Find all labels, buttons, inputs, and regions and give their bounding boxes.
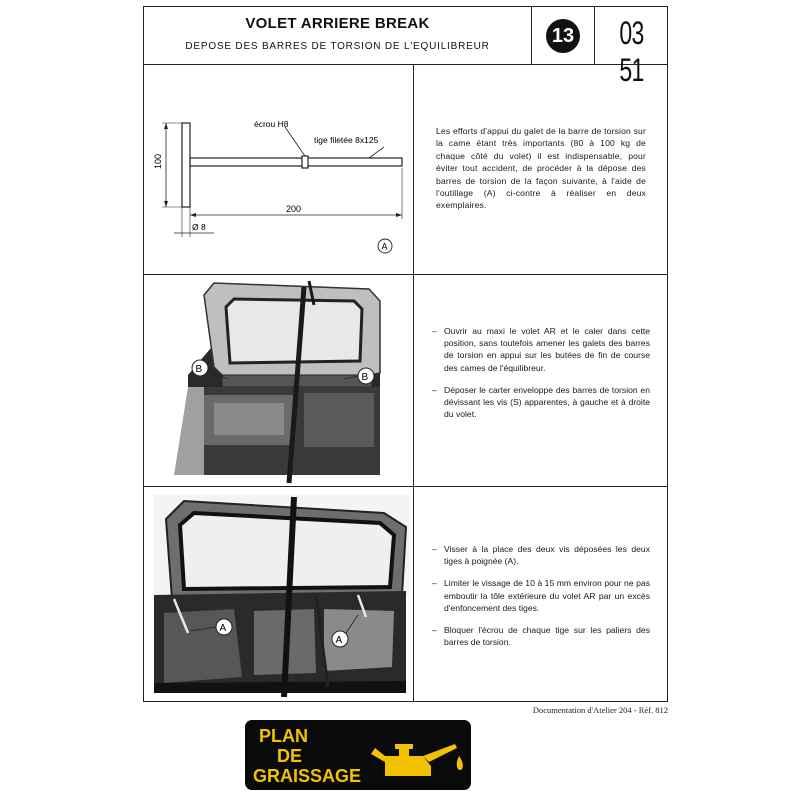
- sheet-header: [144, 7, 667, 88]
- length-dimension: 200: [286, 204, 302, 214]
- photo-open-tailgate: [144, 275, 412, 485]
- doc-number-area: [594, 7, 668, 88]
- photo1-marker-left: B: [195, 364, 203, 375]
- nut: [302, 156, 308, 168]
- height-dimension: 100: [153, 153, 163, 169]
- diameter-dimension: Ø 8: [192, 222, 206, 232]
- step2-text-cell: [414, 487, 667, 701]
- step2-bullet-3: – Bloquer l'écrou de chaque tige sur les paliers des barres de torsion.: [432, 624, 650, 648]
- workshop-sheet: [143, 6, 668, 702]
- step2-bullets: [432, 543, 650, 658]
- step2-bullet-2: – Limiter le vissage de 10 à 15 mm environ pour ne pas emboutir la tôle extérieure du volet AR par un excès d'enfoncement des tiges.: [432, 577, 650, 614]
- footer-reference: Documentation d'Atelier 204 - Réf. 812: [532, 705, 668, 715]
- chapter-badge: 13: [546, 19, 580, 53]
- doc-number: 03 51: [619, 15, 644, 88]
- nut-label: écrou H8: [254, 119, 289, 129]
- tool-diagram-cell: [144, 65, 414, 274]
- tool-handle: [182, 123, 190, 207]
- step1-bullets: [432, 325, 650, 430]
- logo-line-2: DE: [277, 746, 303, 766]
- rod-label: tige filetée 8x125: [314, 135, 379, 145]
- section-tool: [144, 65, 667, 275]
- section-step1: [144, 275, 667, 487]
- tool-marker: A: [381, 241, 388, 252]
- step1-bullet-2: – Déposer le carter enveloppe des barres de torsion en dévissant les vis (S) apparentes, à gauche et à droite du volet.: [432, 384, 650, 421]
- logo-line-3: GRAISSAGE: [253, 766, 362, 786]
- step1-bullet-1: – Ouvrir au maxi le volet AR et le caler dans cette position, sans toutefois amener les galets des barres de torsion en appui sur les butées de fin de course des cames de l'équilibreur.: [432, 325, 650, 374]
- section-step2: [144, 487, 667, 701]
- logo-line-1: PLAN: [259, 726, 308, 746]
- photo2-marker-left: A: [219, 623, 227, 634]
- photo-cell-2: [144, 487, 414, 701]
- photo-rods-installed: [144, 487, 412, 699]
- plan-de-graissage-logo[interactable]: [245, 720, 471, 790]
- oil-can-icon: [367, 726, 467, 786]
- page-subtitle: DEPOSE DES BARRES DE TORSION DE L'EQUILIBREUR: [185, 41, 490, 52]
- tool-text-cell: [414, 65, 667, 274]
- step1-text-cell: [414, 275, 667, 486]
- threaded-rod: [190, 158, 402, 166]
- photo1-marker-right: B: [361, 372, 369, 383]
- tool-diagram: [144, 65, 412, 273]
- photo-cell-1: [144, 275, 414, 486]
- tool-description: Les efforts d'appui du galet de la barre de torsion sur la came étant très importants (80 à 100 kg de chaque côté du volet) il est indispensable, pour éviter tout accident, de procéder à la dépose des barres de torsion de la façon suivante, à l'aide de l'outillage (A) ci-contre à réaliser en deux exemplaires.: [436, 126, 646, 211]
- step2-bullet-1: – Visser à la place des deux vis déposées les deux tiges à poignée (A).: [432, 543, 650, 567]
- title-area: [144, 7, 532, 64]
- page-title: VOLET ARRIERE BREAK: [245, 15, 430, 32]
- photo2-marker-right: A: [335, 635, 343, 646]
